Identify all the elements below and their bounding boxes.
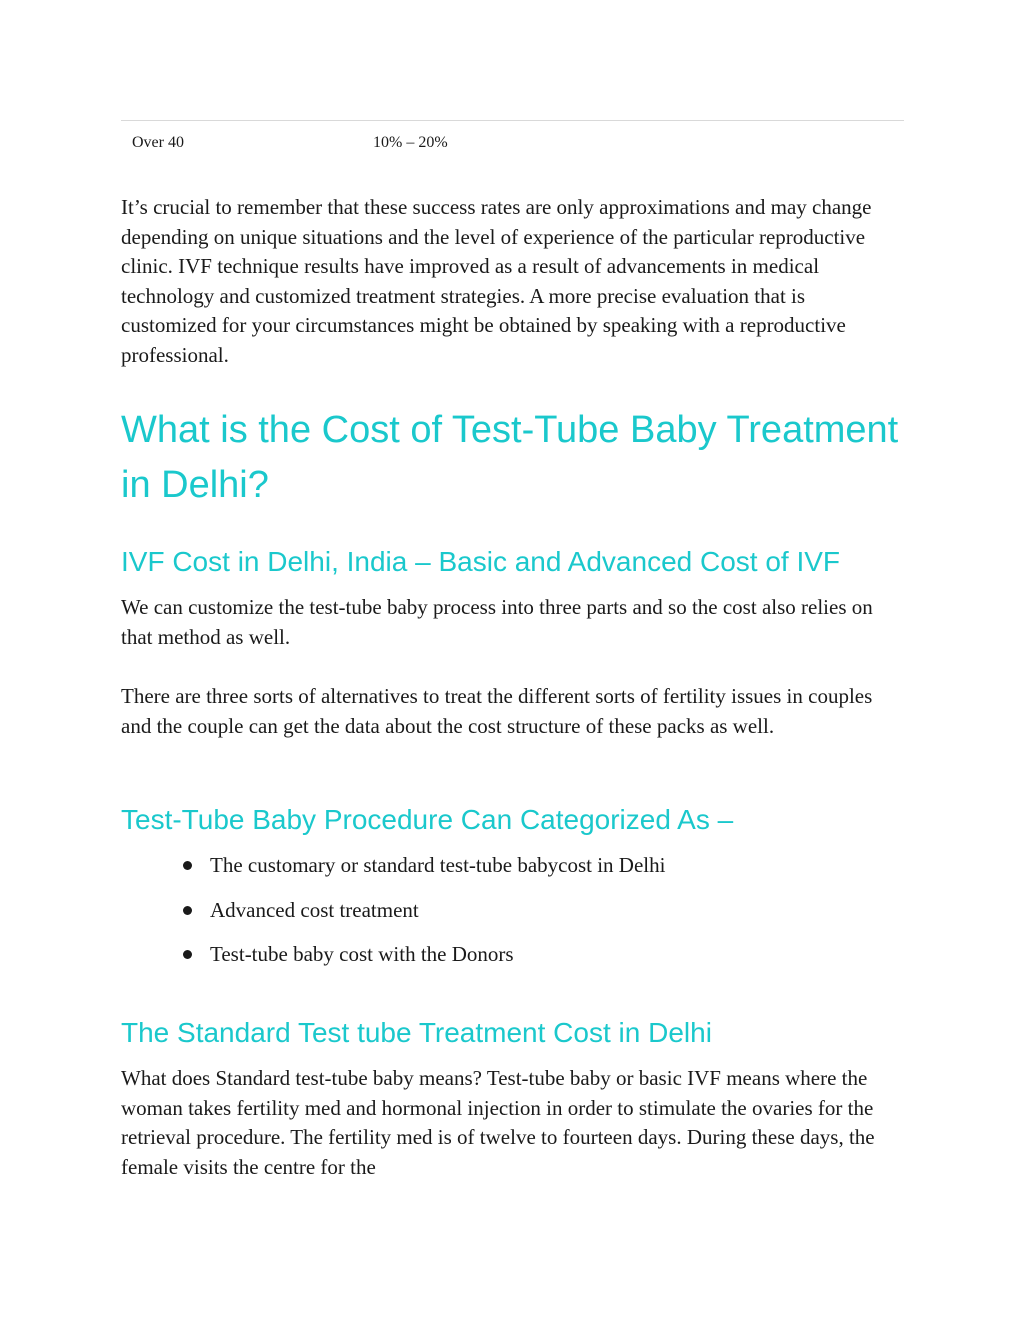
list-item bbox=[121, 850, 904, 895]
bullet-icon bbox=[183, 906, 192, 915]
alternatives-paragraph: There are three sorts of alternatives to treat the different sorts of fertility issues in couples and the couple can get the data about the cost structure of these packs as well. bbox=[121, 684, 873, 738]
list-item bbox=[121, 895, 904, 940]
intro-paragraph: It’s crucial to remember that these success rates are only approximations and may change depending on unique situations and the level of experience of the particular reproductive clinic. IVF technique results have improved as a result of advancements in medical technology and customized treatment strategies. A more precise evaluation that is customized for your circumstances might be obtained by speaking with a reproductive professional. bbox=[121, 195, 872, 367]
categories-subheading: Test-Tube Baby Procedure Can Categorized As – bbox=[121, 804, 734, 835]
bullet-icon bbox=[183, 950, 192, 959]
bullet-icon bbox=[183, 861, 192, 870]
list-item-text: The customary or standard test-tube babycost in Delhi bbox=[210, 853, 666, 877]
list-item bbox=[121, 939, 904, 984]
table-divider bbox=[121, 120, 904, 121]
table-cell-success-rate: 10% – 20% bbox=[373, 134, 448, 151]
standard-cost-subheading: The Standard Test tube Treatment Cost in Delhi bbox=[121, 1017, 712, 1048]
standard-paragraph: What does Standard test-tube baby means? Test-tube baby or basic IVF means where the woman takes fertility med and hormonal injection in order to stimulate the ovaries for the retrieval procedure. The fertility med is of twelve to fourteen days. During these days, the female visits the centre for the bbox=[121, 1066, 875, 1179]
list-item-text: Advanced cost treatment bbox=[210, 897, 419, 922]
ivf-cost-subheading: IVF Cost in Delhi, India – Basic and Advanced Cost of IVF bbox=[121, 546, 841, 577]
list-item-text: Test-tube baby cost with the Donors bbox=[210, 942, 514, 966]
categories-list bbox=[121, 850, 904, 984]
cost-heading: What is the Cost of Test-Tube Baby Treatment in Delhi? bbox=[121, 409, 899, 506]
table-cell-age: Over 40 bbox=[132, 134, 184, 151]
parts-paragraph: We can customize the test-tube baby process into three parts and so the cost also relies on that method as well. bbox=[121, 595, 873, 649]
